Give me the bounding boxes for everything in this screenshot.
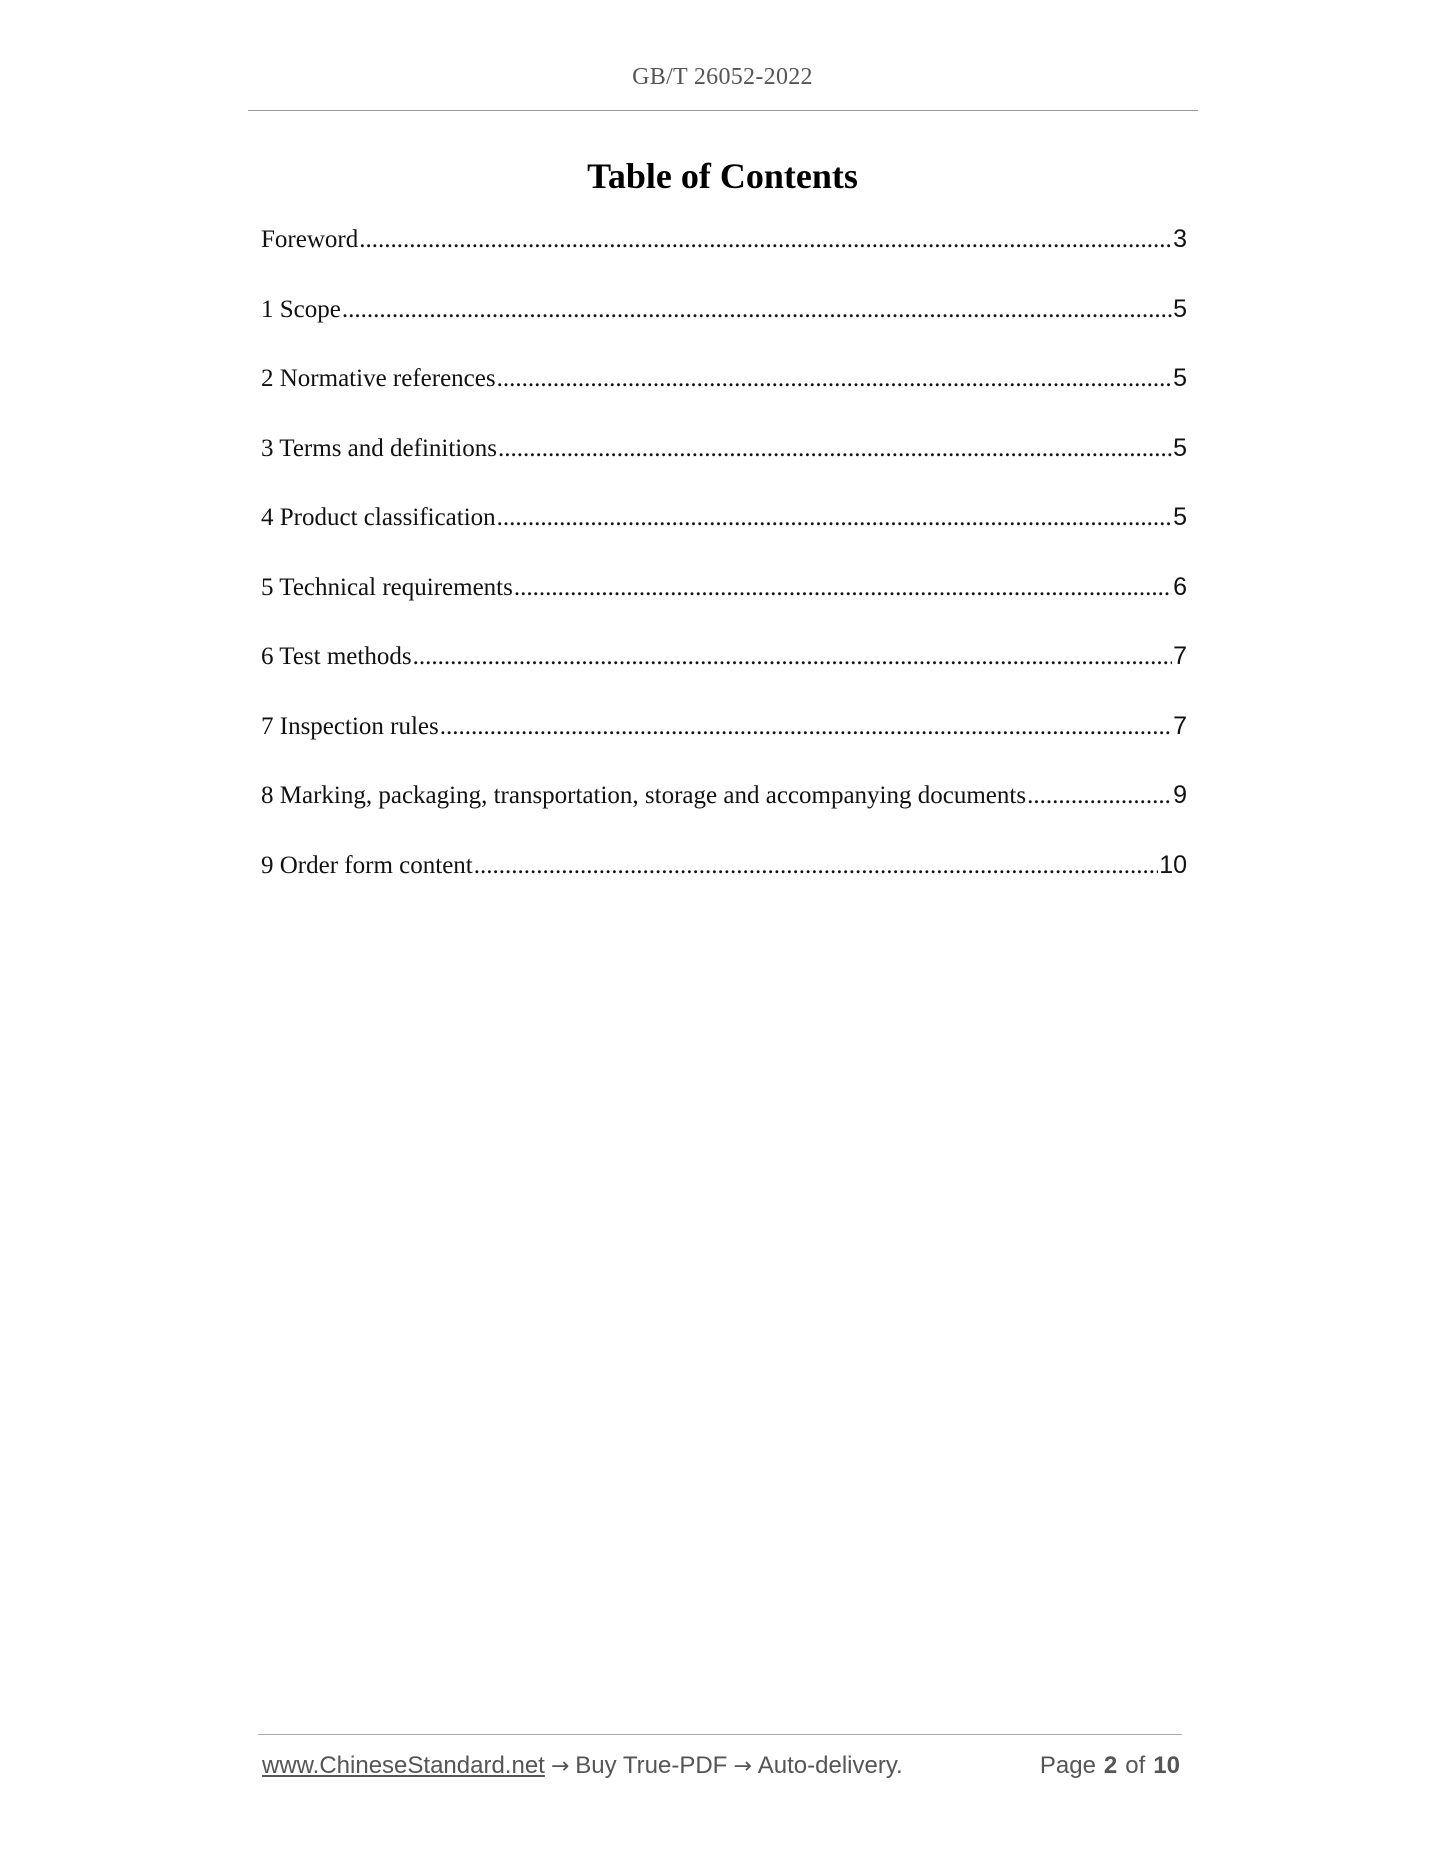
toc-entry-page: 5 [1173, 364, 1187, 392]
toc-dot-leader [413, 642, 1173, 672]
toc-title: Table of Contents [587, 156, 858, 196]
toc-dot-leader [514, 573, 1172, 603]
toc-entry-label: 6 Test methods [261, 643, 412, 670]
toc-entry-page: 5 [1173, 433, 1187, 462]
toc-entry-product-classification[interactable] [261, 502, 1187, 572]
toc-entry-inspection-rules[interactable] [261, 711, 1187, 781]
toc-entry-label: 8 Marking, packaging, transportation, storage and accompanying documents [261, 782, 1027, 809]
toc-entry-page: 7 [1173, 642, 1187, 670]
toc-dot-leader [342, 295, 1172, 325]
footer-divider [258, 1734, 1182, 1735]
auto-delivery-text: Auto-delivery. [757, 1752, 903, 1779]
page-word: Page [1039, 1752, 1096, 1779]
toc-entry-order-form-content[interactable] [261, 850, 1187, 920]
toc-entry-page: 5 [1173, 503, 1187, 531]
toc-entry-foreword[interactable] [261, 224, 1187, 294]
page-footer [262, 1752, 1180, 1786]
toc-entry-label: 1 Scope [261, 295, 341, 323]
toc-entry-marking-packaging[interactable] [261, 780, 1187, 850]
arrow-right-icon: → [733, 1754, 752, 1779]
current-page-number: 2 [1103, 1752, 1118, 1779]
footer-promo [262, 1752, 903, 1780]
toc-entry-label: 4 Product classification [261, 504, 496, 531]
toc-dot-leader [1027, 781, 1172, 811]
buy-true-pdf-text: Buy True-PDF [575, 1752, 728, 1779]
toc-list [261, 224, 1187, 919]
toc-dot-leader [440, 712, 1172, 742]
toc-entry-page: 3 [1173, 225, 1187, 253]
toc-dot-leader [497, 503, 1172, 533]
header-divider [248, 110, 1198, 111]
toc-entry-label: 5 Technical requirements [261, 573, 513, 601]
toc-entry-page: 6 [1173, 572, 1187, 601]
toc-entry-terms-and-definitions[interactable] [261, 433, 1187, 503]
page-indicator [1040, 1752, 1180, 1780]
toc-dot-leader [359, 225, 1172, 255]
toc-entry-test-methods[interactable] [261, 641, 1187, 711]
toc-entry-page: 10 [1159, 850, 1187, 879]
toc-dot-leader [474, 851, 1158, 881]
toc-entry-page: 7 [1173, 711, 1187, 740]
toc-entry-page: 9 [1173, 781, 1187, 809]
toc-entry-page: 5 [1173, 294, 1187, 323]
toc-entry-label: Foreword [261, 226, 359, 253]
toc-entry-label: 9 Order form content [261, 851, 473, 879]
toc-entry-label: 7 Inspection rules [261, 712, 439, 740]
toc-entry-normative-references[interactable] [261, 363, 1187, 433]
toc-entry-label: 2 Normative references [261, 365, 496, 392]
of-word: of [1125, 1752, 1146, 1779]
toc-dot-leader [498, 434, 1172, 464]
total-pages-number: 10 [1153, 1752, 1180, 1779]
toc-entry-technical-requirements[interactable] [261, 572, 1187, 642]
document-code-header: GB/T 26052-2022 [632, 64, 813, 90]
toc-dot-leader [497, 364, 1172, 394]
toc-entry-scope[interactable] [261, 294, 1187, 364]
site-link[interactable]: www.ChineseStandard.net [262, 1752, 545, 1779]
toc-entry-label: 3 Terms and definitions [261, 434, 497, 462]
arrow-right-icon: → [550, 1754, 570, 1779]
